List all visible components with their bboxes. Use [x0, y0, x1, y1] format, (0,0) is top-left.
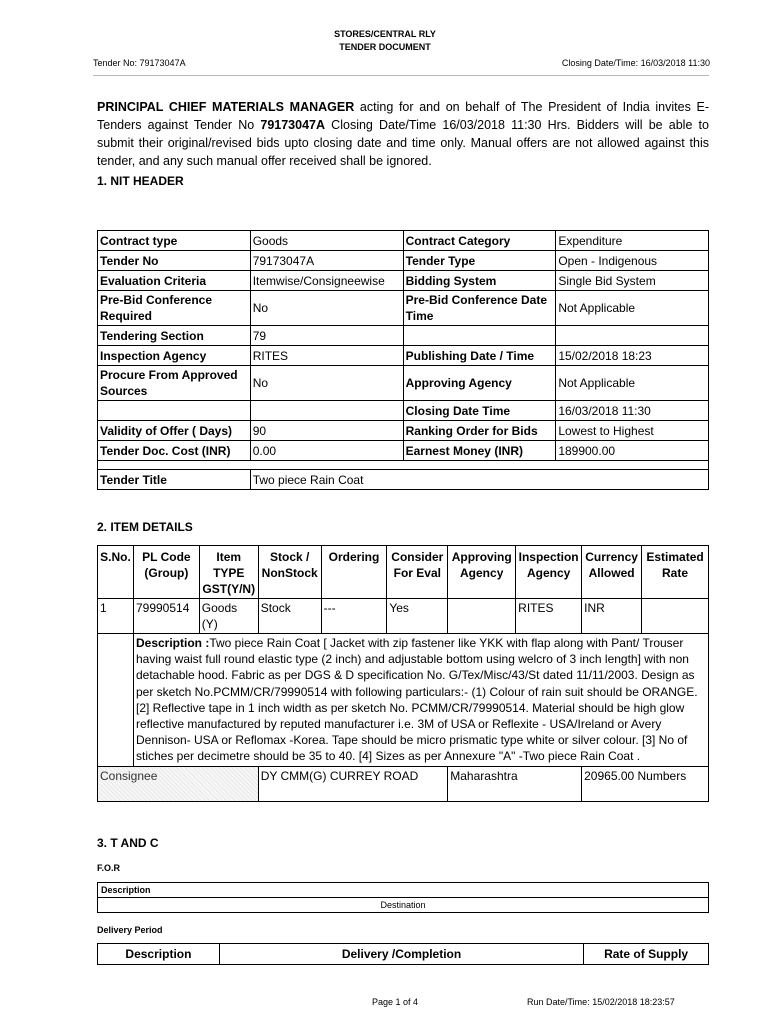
item-type: Goods (Y): [199, 599, 258, 634]
nit-value-right: 16/03/2018 11:30: [556, 401, 709, 421]
dp-col-rate: Rate of Supply: [584, 944, 709, 965]
nit-value-right: Open - Indigenous: [556, 251, 709, 271]
nit-row: [98, 251, 709, 271]
consignee-label: Consignee: [98, 766, 259, 801]
item-header-row: [98, 546, 709, 599]
nit-row: [98, 291, 709, 326]
intro-part1: acting for and on behalf of The President of India invites E-Tenders against Tender No: [97, 100, 709, 132]
nit-row: [98, 346, 709, 366]
nit-key-right: Bidding System: [403, 271, 556, 291]
nit-value-left: 0.00: [250, 441, 403, 461]
nit-key-left: Evaluation Criteria: [98, 271, 251, 291]
nit-row: [98, 401, 709, 421]
nit-key-right: [403, 326, 556, 346]
header-rule: [93, 75, 709, 76]
delivery-table: [97, 943, 709, 965]
nit-value-left: Goods: [250, 231, 403, 251]
item-col-header: Estimated Rate: [642, 546, 709, 599]
nit-value-left: RITES: [250, 346, 403, 366]
header-closing: Closing Date/Time: 16/03/2018 11:30: [561, 58, 710, 68]
item-desc-text: Two piece Rain Coat [ Jacket with zip fastener like YKK with flap along with Pant/ Trouser having waist full round elastic type (2 inch) and adjustable bottom using welcro of 3 inch length] with non detachable hood. Fabric as per DGS & D specification No. G/Tex/Misc/43/St dated 11/11/2003. Design as per sketch No.PCMM/CR/79990514 with following particulars:- (1) Colour of rain suit should be ORANGE. [2] Reflective tape in 1 inch width as per sketch No. PCMM/CR/79990514. Material should be high glow reflective manufactured by reputed manufacturer i.e. 3M of USA or Reflexite - USA/Ireland or Avery Dennison- USA or Reflomax -Korea. Tape should be micro prismatic type white or silver colour. [3] No of stiches per decimetre should be 35 to 40. [4] Sizes as per Annexure "A" -Two piece Rain Coat .: [135, 636, 698, 764]
nit-value-right: Not Applicable: [556, 291, 709, 326]
nit-value-right: 15/02/2018 18:23: [556, 346, 709, 366]
consignee-state: Maharashtra: [448, 766, 582, 801]
nit-key-left: Contract type: [98, 231, 251, 251]
for-desc-header: Description: [98, 883, 709, 898]
nit-key-right: Closing Date Time: [403, 401, 556, 421]
nit-row: [98, 421, 709, 441]
nit-value-right: Not Applicable: [556, 366, 709, 401]
intro-part2: Closing Date/Time 16/03/2018 11:30 Hrs. Bidders will be able to submit their original/revised bids upto closing date and time only. Manual offers are not allowed against this tender, and any such manual offer received shall be ignored.: [97, 118, 709, 168]
item-col-header: Inspection Agency: [516, 546, 582, 599]
item-desc-row: [98, 634, 709, 767]
nit-key-left: Procure From Approved Sources: [98, 366, 251, 401]
consignee-value: DY CMM(G) CURREY ROAD: [258, 766, 448, 801]
dp-col-delivery: Delivery /Completion: [219, 944, 583, 965]
item-pl-code: 79990514: [133, 599, 199, 634]
header-tender-no: Tender No: 79173047A: [93, 58, 186, 68]
item-col-header: Currency Allowed: [582, 546, 642, 599]
nit-key-left: Validity of Offer ( Days): [98, 421, 251, 441]
item-ordering: ---: [321, 599, 387, 634]
nit-spacer-row: [98, 461, 709, 470]
nit-title-row: [98, 470, 709, 490]
org-name: STORES/CENTRAL RLY: [334, 29, 436, 39]
item-col-header: Item TYPE GST(Y/N): [199, 546, 258, 599]
nit-value-right: Single Bid System: [556, 271, 709, 291]
nit-row: [98, 441, 709, 461]
item-approving: [448, 599, 516, 634]
consignee-quantity: 20965.00 Numbers: [582, 766, 709, 801]
intro-paragraph: [97, 98, 709, 170]
nit-key-left: Tender No: [98, 251, 251, 271]
nit-key-right: Tender Type: [403, 251, 556, 271]
item-stock: Stock: [258, 599, 321, 634]
nit-value-left: No: [250, 291, 403, 326]
nit-value-right: [556, 326, 709, 346]
item-col-header: Stock / NonStock: [258, 546, 321, 599]
nit-key-right: Ranking Order for Bids: [403, 421, 556, 441]
for-label: F.O.R: [97, 863, 121, 873]
nit-row: [98, 326, 709, 346]
nit-heading: 1. NIT HEADER: [97, 174, 184, 188]
item-currency: INR: [582, 599, 642, 634]
for-table: [97, 882, 709, 913]
item-row: [98, 599, 709, 634]
item-rate: [642, 599, 709, 634]
item-consider: Yes: [387, 599, 448, 634]
item-col-header: Consider For Eval: [387, 546, 448, 599]
nit-row: [98, 271, 709, 291]
item-table: [97, 545, 709, 802]
dp-col-description: Description: [98, 944, 220, 965]
nit-key-left: Tendering Section: [98, 326, 251, 346]
delivery-period-label: Delivery Period: [97, 925, 163, 935]
tender-title-value: Two piece Rain Coat: [250, 470, 708, 490]
items-heading: 2. ITEM DETAILS: [97, 520, 193, 534]
nit-key-left: [98, 401, 251, 421]
nit-table: [97, 230, 709, 490]
item-inspection: RITES: [516, 599, 582, 634]
nit-key-right: Contract Category: [403, 231, 556, 251]
intro-tender-no: 79173047A: [260, 118, 326, 132]
nit-value-left: Itemwise/Consigneewise: [250, 271, 403, 291]
nit-key-right: Approving Agency: [403, 366, 556, 401]
item-col-header: Ordering: [321, 546, 387, 599]
nit-value-left: [250, 401, 403, 421]
nit-value-right: 189900.00: [556, 441, 709, 461]
tc-heading: 3. T AND C: [97, 836, 159, 850]
item-col-header: S.No.: [98, 546, 134, 599]
item-description: [133, 634, 708, 767]
for-desc-value: Destination: [98, 898, 709, 913]
page-number: Page 1 of 4: [372, 997, 419, 1007]
item-col-header: PL Code (Group): [133, 546, 199, 599]
item-sno: 1: [98, 599, 134, 634]
doc-title: TENDER DOCUMENT: [339, 42, 431, 52]
nit-key-right: Publishing Date / Time: [403, 346, 556, 366]
nit-value-left: 79173047A: [250, 251, 403, 271]
nit-key-right: Pre-Bid Conference Date Time: [403, 291, 556, 326]
nit-value-right: Lowest to Highest: [556, 421, 709, 441]
nit-row: [98, 366, 709, 401]
nit-value-left: No: [250, 366, 403, 401]
intro-authority: PRINCIPAL CHIEF MATERIALS MANAGER: [97, 100, 355, 114]
item-desc-label: Description :: [135, 636, 210, 650]
nit-key-left: Pre-Bid Conference Required: [98, 291, 251, 326]
nit-key-left: Inspection Agency: [98, 346, 251, 366]
consignee-row: [98, 766, 709, 801]
nit-value-left: 79: [250, 326, 403, 346]
nit-key-left: Tender Doc. Cost (INR): [98, 441, 251, 461]
tender-title-label: Tender Title: [98, 470, 251, 490]
nit-key-right: Earnest Money (INR): [403, 441, 556, 461]
item-col-header: Approving Agency: [448, 546, 516, 599]
nit-row: [98, 231, 709, 251]
run-datetime: Run Date/Time: 15/02/2018 18:23:57: [527, 997, 675, 1007]
nit-value-left: 90: [250, 421, 403, 441]
nit-value-right: Expenditure: [556, 231, 709, 251]
